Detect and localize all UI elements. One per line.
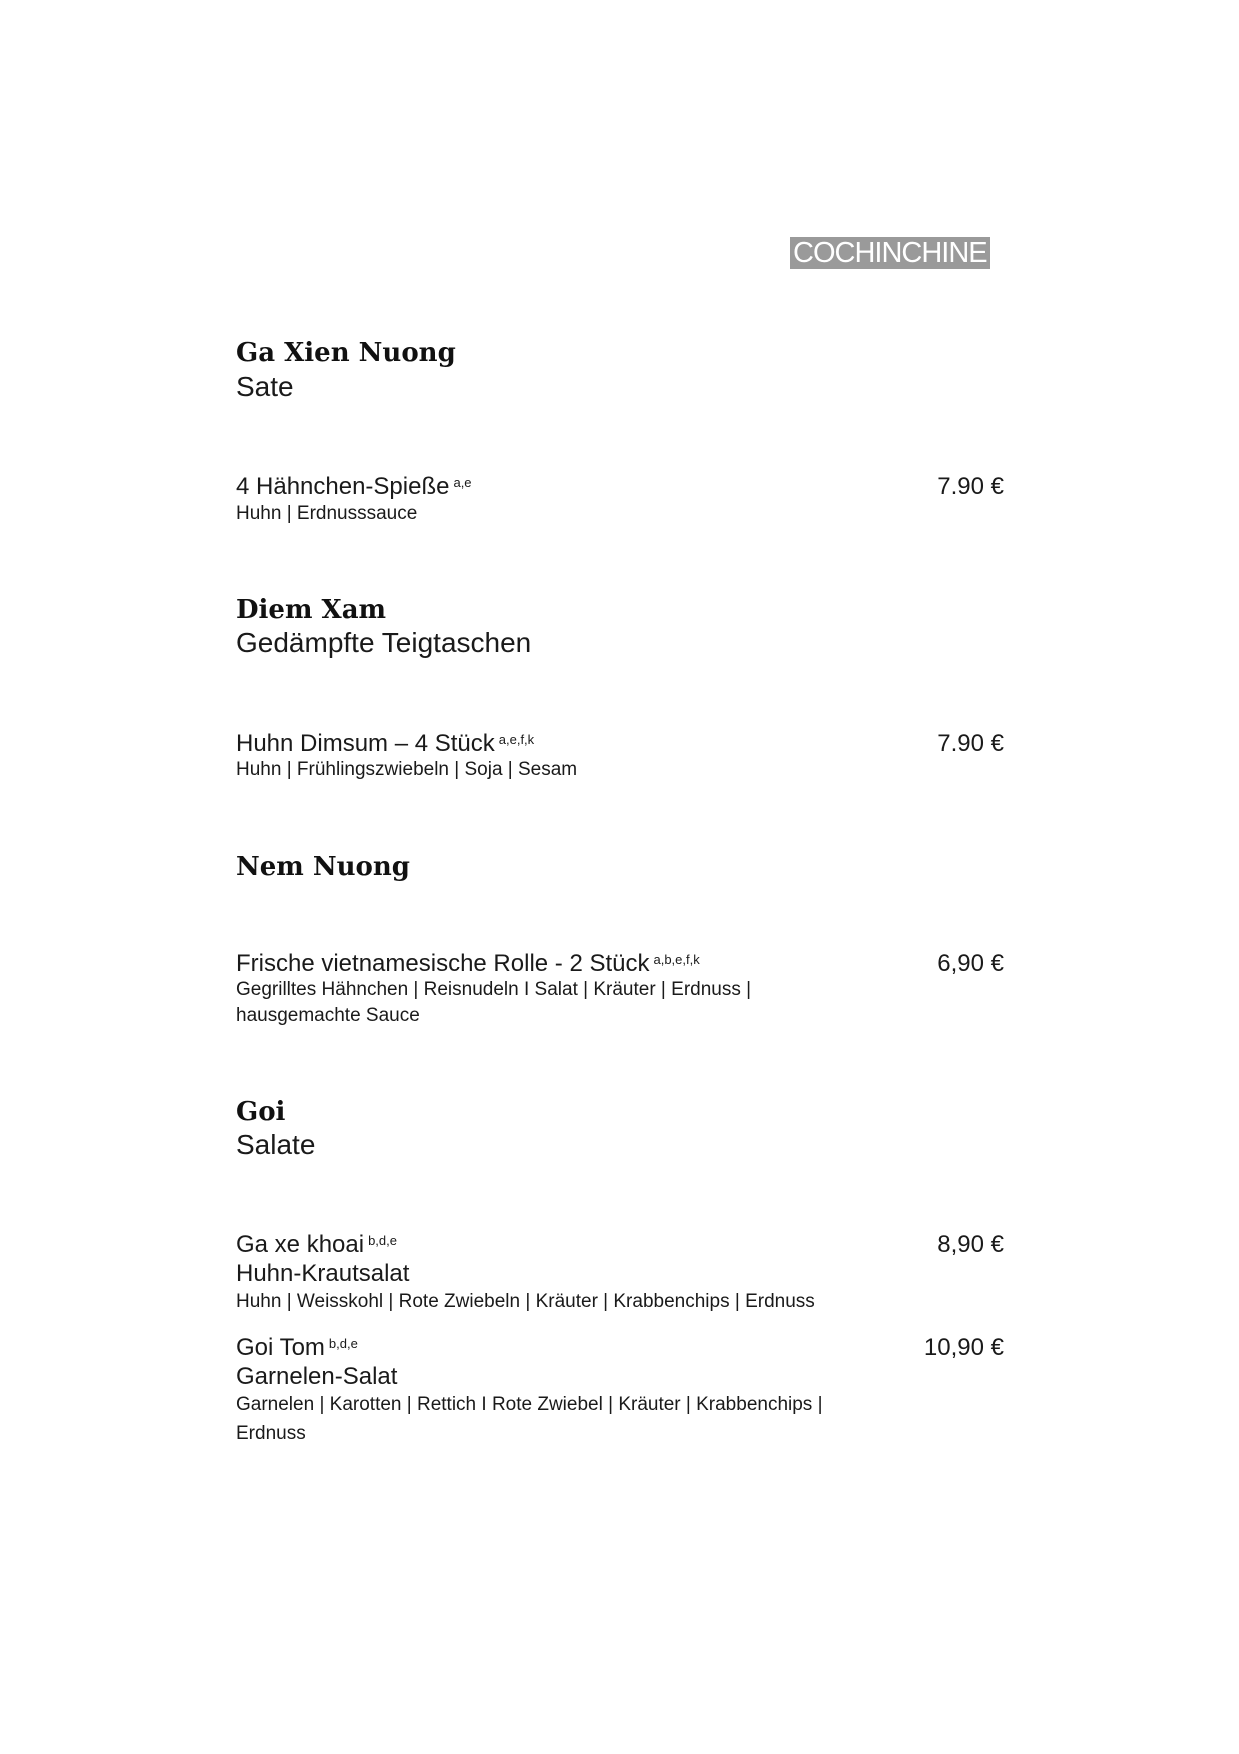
section-title-nem-nuong: Nem Nuong — [236, 852, 410, 882]
item-name-text: 4 Hähnchen-Spieße — [236, 473, 450, 500]
item-description: Huhn | Erdnusssauce — [236, 503, 418, 524]
section-title-diem-xam: Diem Xam — [236, 595, 387, 625]
item-name-text: Goi Tom — [236, 1334, 325, 1361]
allergen-codes: b,d,e — [328, 1336, 358, 1351]
item-price: 8,90 € — [937, 1231, 1004, 1258]
section-title-ga-xien-nuong: Ga Xien Nuong — [236, 338, 456, 368]
item-description: Garnelen | Karotten | Rettich I Rote Zwiebel | Kräuter | Krabbenchips | — [236, 1394, 823, 1415]
item-name-text: Huhn Dimsum – 4 Stück — [236, 730, 495, 757]
item-price: 7.90 € — [937, 473, 1004, 500]
item-description-continued: Erdnuss — [236, 1423, 306, 1444]
item-price: 7.90 € — [937, 730, 1004, 757]
menu-item-name — [236, 1231, 397, 1259]
section-subtitle-sate: Sate — [236, 371, 294, 402]
section-subtitle-teigtaschen: Gedämpfte Teigtaschen — [236, 627, 532, 658]
menu-item-name — [236, 950, 700, 978]
item-description-continued: hausgemachte Sauce — [236, 1005, 420, 1026]
allergen-codes: a,e — [453, 475, 472, 490]
item-price: 6,90 € — [937, 950, 1004, 977]
brand-label: COCHINCHINE — [790, 237, 990, 269]
allergen-codes: b,d,e — [368, 1233, 397, 1248]
item-subname: Huhn-Krautsalat — [236, 1260, 410, 1287]
allergen-codes: a,e,f,k — [498, 732, 535, 747]
item-description: Gegrilltes Hähnchen | Reisnudeln I Salat | Kräuter | Erdnuss | — [236, 979, 752, 1000]
allergen-codes: a,b,e,f,k — [653, 952, 700, 967]
section-subtitle-salate: Salate — [236, 1129, 316, 1160]
item-description: Huhn | Frühlingszwiebeln | Soja | Sesam — [236, 759, 578, 780]
item-price: 10,90 € — [923, 1334, 1004, 1361]
menu-item-name — [236, 730, 534, 758]
item-name-text: Ga xe khoai — [236, 1231, 365, 1258]
item-subname: Garnelen-Salat — [236, 1363, 398, 1390]
item-description: Huhn | Weisskohl | Rote Zwiebeln | Kräuter | Krabbenchips | Erdnuss — [236, 1291, 815, 1312]
menu-item-name — [236, 473, 472, 501]
section-title-goi: Goi — [236, 1097, 286, 1127]
item-name-text: Frische vietnamesische Rolle - 2 Stück — [236, 950, 650, 977]
menu-item-name — [236, 1334, 358, 1362]
